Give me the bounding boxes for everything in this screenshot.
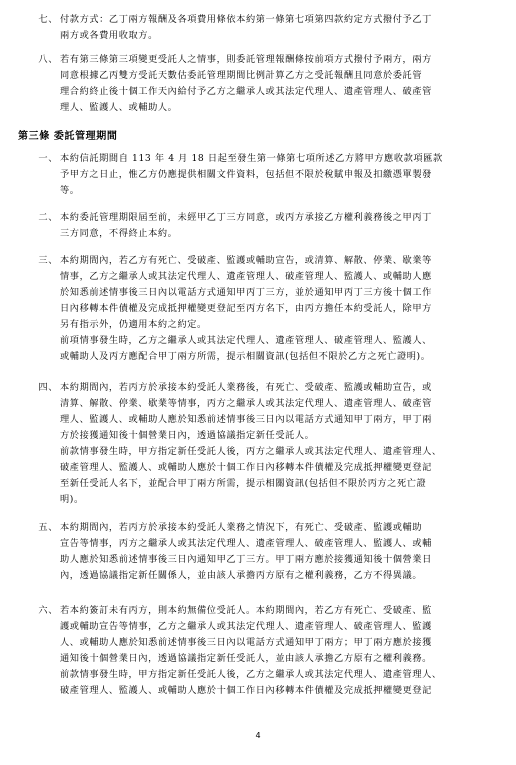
text-line: 本約信託期間自 113 年 4 月 18 日起至發生第一條第七項所述乙方將甲方應收款項匯款	[60, 153, 443, 164]
text-line: 若本約簽訂未有丙方，則本約無備位受託人。本約期間內，若乙方有死亡、受破產、監	[60, 605, 432, 616]
text-line: 破產管理人、監護人、或輔助人應於十個工作日內移轉本件債權及完成抵押權變更登記	[60, 462, 432, 473]
text-line: 或輔助人及丙方應配合甲丁兩方所需，提示相關資訊(包括但不限於乙方之死亡證明)。	[60, 351, 431, 362]
page-number: 4	[255, 731, 261, 740]
text-line: 理人、監護人、或輔助人應於知悉前述情事後三日內以電話方式通知甲丁兩方，甲丁兩	[60, 414, 432, 425]
paragraph-5	[30, 520, 500, 584]
text-line: 方於接獲通知後十個營業日內，透過協議指定新任受託人。	[60, 430, 315, 441]
clause-8	[30, 52, 500, 116]
text-line: 明)。	[60, 494, 84, 505]
text-line: 日內移轉本件債權及完成抵押權變更登記至丙方名下，由丙方擔任本約受託人，除甲方	[60, 303, 432, 314]
text-line: 等。	[60, 185, 80, 196]
text-line: 內，透過協議指定新任關係人，並由該人承擔丙方原有之權利義務，乙方不得異議。	[60, 570, 423, 581]
text-line: 三方同意，不得終止本約。	[60, 228, 178, 239]
text-line: 助人應於知悉前述情事後三日內通知甲乙丁三方。甲丁兩方應於接獲通知後十個營業日	[60, 554, 432, 565]
paragraph-number: 三、	[38, 255, 58, 266]
paragraph-number: 一、	[38, 153, 58, 164]
text-line: 前款情事發生時，甲方指定新任受託人後，丙方之繼承人或其法定代理人、遺產管理人、	[60, 446, 442, 457]
text-line: 付款方式：乙丁兩方報酬及各項費用條依本約第一條第七項第四款約定方式撥付予乙丁	[60, 14, 432, 25]
paragraph-number: 四、	[38, 382, 58, 393]
text-line: 本約期間內，若乙方有死亡、受破產、監護或輔助宣告，或清算、解散、停業、歇業等	[60, 255, 432, 266]
text-line: 通知後十個營業日內，透過協議指定新任受託人，並由該人承擔乙方原有之權利義務。	[60, 653, 432, 664]
text-line: 本約期間內，若丙方於承接本約受託人業務之情況下，有死亡、受破產、監護或輔助	[60, 522, 423, 533]
text-line: 本約委託管理期限屆至前，未經甲乙丁三方同意，或丙方承接乙方權利義務後之甲丙丁	[60, 212, 432, 223]
clause-7	[30, 12, 500, 44]
paragraph-1	[30, 151, 500, 199]
text-line: 前款情事發生時，甲方指定新任受託人後，乙方之繼承人或其法定代理人、遺產管理人、	[60, 669, 442, 680]
text-line: 若有第三條第三項變更受託人之情事，則委託管理報酬條按前項方式撥付予兩方，兩方	[60, 54, 432, 65]
text-line: 理人、監護人、或輔助人。	[60, 102, 178, 113]
paragraph-number: 五、	[38, 522, 58, 533]
text-line: 至新任受託人名下，並配合甲丁兩方所需，提示相關資訊(包括但不限於丙方之死亡證	[60, 478, 427, 489]
paragraph-4	[30, 380, 500, 508]
clause-number: 八、	[38, 54, 58, 65]
text-line: 前項情事發生時，乙方之繼承人或其法定代理人、遺產管理人、破產管理人、監護人、	[60, 335, 432, 346]
paragraph-2	[30, 210, 500, 242]
text-line: 清算、解散、停業、歇業等情事，丙方之繼承人或其法定代理人、遺產管理人、破產管	[60, 398, 432, 409]
text-line: 另有指示外，仍適用本約之約定。	[60, 319, 207, 330]
text-line: 予甲方之日止，惟乙方仍應提供相關文件資料，包括但不限於稅賦申報及扣繳憑單製發	[60, 169, 432, 180]
paragraph-6	[30, 603, 500, 699]
text-line: 情事，乙方之繼承人或其法定代理人、遺產管理人、破產管理人、監護人、或輔助人應	[60, 271, 432, 282]
paragraph-number: 二、	[38, 212, 58, 223]
text-line: 破產管理人、監護人、或輔助人應於十個工作日內移轉本件債權及完成抵押權變更登記	[60, 685, 432, 696]
text-line: 人、或輔助人應於知悉前述情事後三日內以電話方式通知甲丁兩方；甲丁兩方應於接獲	[60, 637, 432, 648]
text-line: 於知悉前述情事後三日內以電話方式通知甲丙丁三方，並於通知甲丙丁三方後十個工作	[60, 287, 432, 298]
text-line: 本約期間內，若丙方於承接本約受託人業務後，有死亡、受破產、監護或輔助宣告，或	[60, 382, 432, 393]
paragraph-number: 六、	[38, 605, 58, 616]
text-line: 兩方或各費用收取方。	[60, 30, 158, 41]
text-line: 宣告等情事，丙方之繼承人或其法定代理人、遺產管理人、破產管理人、監護人、或輔	[60, 538, 432, 549]
clause-number: 七、	[38, 14, 58, 25]
section-title: 第三條 委託管理期間	[18, 131, 118, 142]
text-line: 護或輔助宣告等情事，乙方之繼承人或其法定代理人、遺產管理人、破產管理人、監護	[60, 621, 432, 632]
text-line: 同意根據乙丙雙方受託天數估委託管理期間比例計算乙方之受託報酬且同意於委託管	[60, 70, 423, 81]
text-line: 理合約終止後十個工作天內給付予乙方之繼承人或其法定代理人、遺產管理人、破產管	[60, 86, 432, 97]
paragraph-3	[30, 253, 500, 365]
